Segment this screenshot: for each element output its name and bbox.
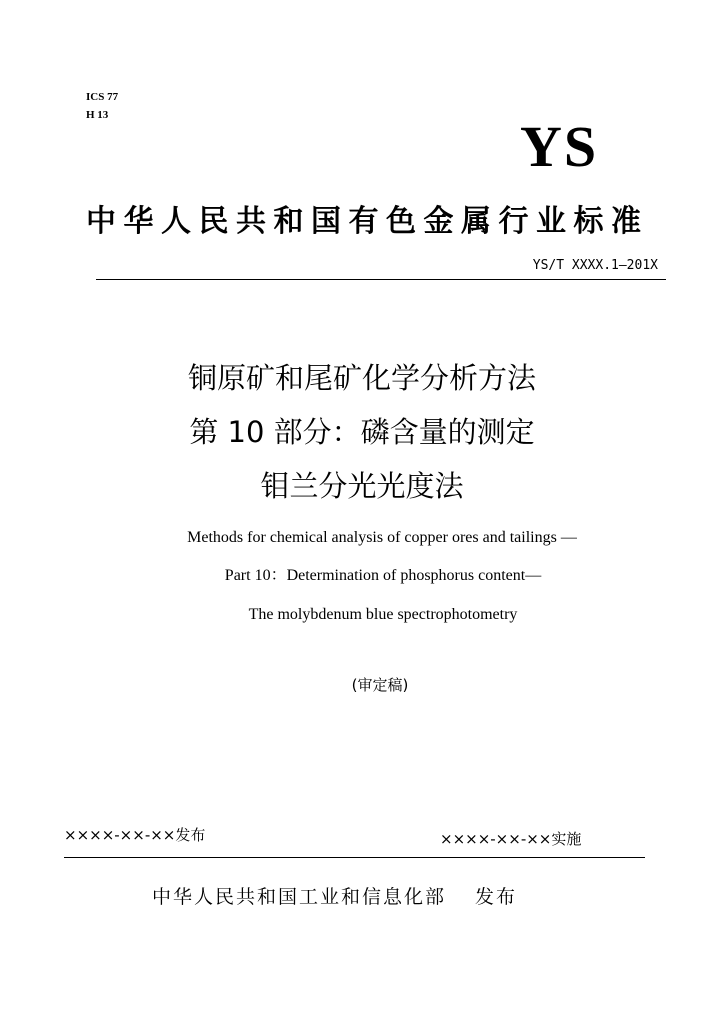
bottom-divider (64, 857, 645, 858)
standard-number: YS/T XXXX.1—201X (532, 258, 658, 273)
title-zh-line3: 钼兰分光光度法 (260, 469, 464, 503)
publisher: 中华人民共和国工业和信息化部 发布 (152, 886, 518, 908)
implementation-date: ××××-××-××实施 (440, 830, 582, 848)
title-en-line3: The molybdenum blue spectrophotometry (248, 606, 518, 623)
title-en-line1: Methods for chemical analysis of copper ores and tailings — (187, 529, 577, 546)
ics-code: ICS 77 (86, 91, 119, 103)
standard-logo: YS (520, 114, 599, 179)
title-en-line2: Part 10：Determination of phosphorus content— (224, 567, 542, 584)
draft-status: (审定稿) (351, 676, 409, 694)
organization-title: 中华人民共和国有色金属行业标准 (86, 204, 649, 239)
title-zh-line2: 第 10 部分：磷含量的测定 (189, 415, 535, 449)
top-divider (96, 279, 666, 280)
title-zh-line1: 铜原矿和尾矿化学分析方法 (187, 361, 536, 395)
issue-date: ××××-××-××发布 (64, 826, 206, 844)
ccs-code: H 13 (86, 109, 109, 121)
